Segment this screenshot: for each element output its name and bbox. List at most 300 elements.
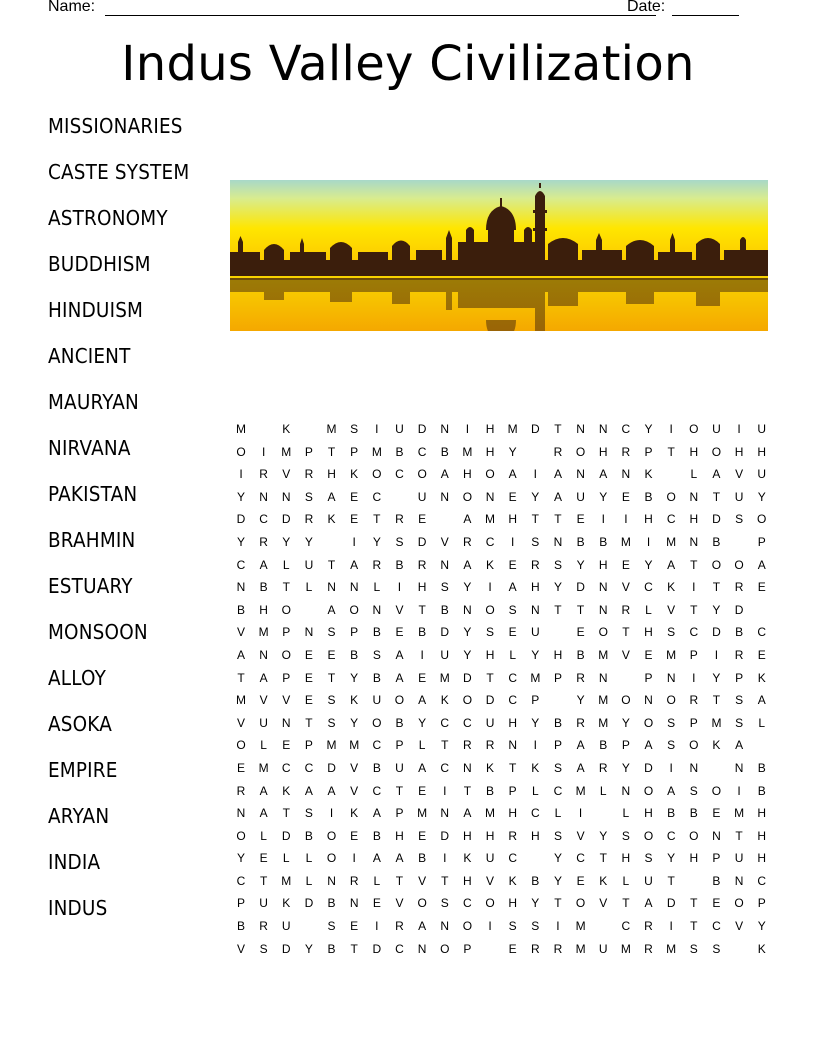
grid-letter[interactable]: Y [599, 828, 608, 843]
grid-letter[interactable]: S [553, 557, 562, 572]
grid-letter[interactable]: V [350, 760, 359, 775]
grid-letter[interactable]: B [599, 738, 608, 753]
grid-letter[interactable]: O [349, 602, 359, 617]
grid-letter[interactable]: T [282, 580, 290, 595]
grid-letter[interactable]: A [259, 806, 268, 821]
grid-letter[interactable]: H [644, 806, 653, 821]
grid-letter[interactable]: P [350, 444, 359, 459]
grid-letter[interactable]: B [304, 828, 313, 843]
grid-letter[interactable]: Y [712, 670, 721, 685]
grid-letter[interactable]: L [373, 873, 381, 888]
grid-letter[interactable]: O [281, 602, 291, 617]
grid-letter[interactable]: I [375, 422, 379, 436]
grid-letter[interactable]: L [305, 873, 313, 888]
grid-letter[interactable]: M [734, 806, 745, 821]
grid-letter[interactable]: O [417, 467, 427, 482]
grid-letter[interactable]: H [689, 444, 699, 459]
grid-letter[interactable]: K [350, 693, 359, 708]
grid-letter[interactable]: I [261, 444, 266, 459]
grid-letter[interactable]: I [556, 919, 560, 934]
grid-letter[interactable]: P [282, 625, 291, 640]
grid-letter[interactable]: S [327, 693, 336, 708]
grid-letter[interactable]: E [576, 625, 585, 640]
grid-letter[interactable]: K [282, 896, 291, 911]
grid-letter[interactable]: D [236, 512, 246, 527]
grid-letter[interactable]: D [485, 693, 495, 708]
grid-letter[interactable]: T [305, 715, 313, 730]
grid-letter[interactable]: B [576, 647, 585, 662]
grid-letter[interactable]: U [757, 467, 767, 482]
grid-letter[interactable]: R [689, 693, 699, 708]
grid-letter[interactable]: A [553, 467, 562, 482]
grid-letter[interactable]: A [327, 783, 336, 798]
grid-letter[interactable]: N [689, 489, 699, 504]
grid-letter[interactable]: I [420, 647, 424, 662]
grid-letter[interactable]: C [259, 512, 268, 527]
grid-letter[interactable]: S [350, 422, 359, 436]
grid-letter[interactable]: I [669, 422, 673, 436]
grid-letter[interactable]: T [486, 670, 494, 685]
grid-letter[interactable]: H [463, 467, 472, 482]
grid-letter[interactable]: U [417, 489, 427, 504]
grid-letter[interactable]: V [395, 896, 404, 911]
grid-letter[interactable]: R [485, 738, 495, 753]
grid-letter[interactable]: N [666, 670, 676, 685]
grid-letter[interactable]: N [236, 806, 246, 821]
grid-letter[interactable]: N [598, 670, 608, 685]
grid-letter[interactable]: H [530, 828, 540, 843]
grid-letter[interactable]: V [576, 828, 585, 843]
grid-letter[interactable]: E [304, 647, 313, 662]
grid-letter[interactable]: T [667, 444, 675, 459]
grid-letter[interactable]: E [304, 670, 313, 685]
grid-letter[interactable]: A [418, 693, 427, 708]
grid-letter[interactable]: N [576, 422, 585, 436]
grid-letter[interactable]: E [395, 625, 404, 640]
grid-letter[interactable]: D [372, 941, 382, 956]
grid-letter[interactable]: Y [236, 534, 245, 549]
grid-letter[interactable]: D [463, 670, 472, 685]
grid-letter[interactable]: H [553, 647, 563, 662]
grid-letter[interactable]: B [418, 851, 427, 866]
grid-letter[interactable]: N [417, 941, 427, 956]
grid-letter[interactable]: M [711, 715, 722, 730]
grid-letter[interactable]: C [757, 873, 767, 888]
grid-letter[interactable]: A [372, 806, 381, 821]
grid-letter[interactable]: O [440, 941, 450, 956]
grid-letter[interactable]: C [621, 422, 631, 436]
grid-letter[interactable]: A [418, 919, 427, 934]
grid-letter[interactable]: I [646, 534, 651, 549]
grid-letter[interactable]: O [666, 489, 676, 504]
grid-letter[interactable]: O [236, 444, 246, 459]
grid-letter[interactable]: N [327, 580, 336, 595]
grid-letter[interactable]: M [620, 534, 631, 549]
grid-letter[interactable]: U [259, 715, 268, 730]
grid-letter[interactable]: A [508, 467, 517, 482]
grid-letter[interactable]: A [735, 738, 744, 753]
grid-letter[interactable]: U [644, 873, 653, 888]
grid-letter[interactable]: N [644, 693, 653, 708]
grid-letter[interactable]: B [327, 896, 336, 911]
grid-letter[interactable]: R [259, 919, 268, 934]
grid-letter[interactable]: R [349, 873, 359, 888]
grid-letter[interactable]: S [372, 647, 381, 662]
grid-letter[interactable]: T [441, 873, 449, 888]
grid-letter[interactable]: H [734, 444, 744, 459]
grid-letter[interactable]: E [418, 670, 427, 685]
grid-letter[interactable]: T [282, 806, 290, 821]
grid-letter[interactable]: K [327, 512, 336, 527]
grid-letter[interactable]: I [692, 580, 696, 595]
grid-letter[interactable]: M [666, 647, 677, 662]
grid-letter[interactable]: S [667, 715, 676, 730]
grid-letter[interactable]: H [598, 444, 608, 459]
grid-letter[interactable]: M [485, 806, 496, 821]
grid-letter[interactable]: T [576, 602, 585, 617]
grid-letter[interactable]: P [236, 896, 245, 911]
grid-letter[interactable]: Y [304, 941, 313, 956]
grid-letter[interactable]: R [304, 467, 314, 482]
grid-letter[interactable]: B [757, 783, 766, 798]
grid-letter[interactable]: V [282, 693, 291, 708]
grid-letter[interactable]: R [417, 557, 427, 572]
grid-letter[interactable]: U [576, 489, 585, 504]
grid-letter[interactable]: U [372, 693, 382, 708]
grid-letter[interactable]: I [578, 806, 583, 821]
grid-letter[interactable]: L [690, 467, 698, 482]
grid-letter[interactable]: O [485, 896, 495, 911]
grid-letter[interactable]: H [598, 557, 608, 572]
grid-letter[interactable]: N [236, 580, 246, 595]
grid-letter[interactable]: C [689, 625, 699, 640]
grid-letter[interactable]: N [372, 602, 382, 617]
grid-letter[interactable]: Y [463, 625, 472, 640]
grid-letter[interactable]: L [282, 557, 290, 572]
grid-letter[interactable]: B [576, 534, 585, 549]
grid-letter[interactable]: C [236, 873, 246, 888]
grid-letter[interactable]: N [327, 873, 336, 888]
grid-letter[interactable]: O [485, 467, 495, 482]
grid-letter[interactable]: B [372, 670, 381, 685]
grid-letter[interactable]: T [554, 602, 562, 617]
grid-letter[interactable]: V [621, 647, 630, 662]
grid-letter[interactable]: A [418, 760, 427, 775]
grid-letter[interactable]: C [395, 467, 404, 482]
grid-letter[interactable]: C [417, 444, 427, 459]
grid-letter[interactable]: O [372, 467, 382, 482]
grid-letter[interactable]: B [372, 828, 381, 843]
grid-letter[interactable]: O [281, 647, 291, 662]
grid-letter[interactable]: T [509, 760, 517, 775]
grid-letter[interactable]: A [395, 670, 404, 685]
grid-letter[interactable]: H [485, 828, 495, 843]
grid-letter[interactable]: D [304, 896, 314, 911]
grid-letter[interactable]: R [395, 512, 404, 527]
grid-letter[interactable]: T [712, 580, 721, 595]
grid-letter[interactable]: H [508, 512, 517, 527]
grid-letter[interactable]: O [734, 557, 744, 572]
grid-letter[interactable]: M [236, 422, 246, 436]
grid-letter[interactable]: I [669, 760, 673, 775]
grid-letter[interactable]: R [508, 828, 517, 843]
grid-letter[interactable]: P [304, 444, 313, 459]
grid-letter[interactable]: C [372, 738, 382, 753]
grid-letter[interactable]: E [236, 760, 245, 775]
grid-letter[interactable]: T [531, 512, 539, 527]
grid-letter[interactable]: M [666, 534, 677, 549]
grid-letter[interactable]: T [735, 828, 743, 843]
grid-letter[interactable]: C [666, 512, 676, 527]
grid-letter[interactable]: A [463, 512, 472, 527]
grid-letter[interactable]: N [281, 715, 291, 730]
grid-letter[interactable]: C [621, 919, 631, 934]
grid-letter[interactable]: U [712, 422, 721, 436]
grid-letter[interactable]: V [236, 941, 245, 956]
grid-letter[interactable]: V [599, 896, 608, 911]
grid-letter[interactable]: S [689, 941, 698, 956]
grid-letter[interactable]: Y [621, 715, 630, 730]
grid-letter[interactable]: O [711, 557, 722, 572]
grid-letter[interactable]: E [508, 625, 517, 640]
grid-letter[interactable]: K [531, 760, 540, 775]
grid-letter[interactable]: N [689, 760, 699, 775]
grid-letter[interactable]: S [395, 534, 404, 549]
grid-letter[interactable]: I [511, 534, 515, 549]
grid-letter[interactable]: Y [667, 851, 676, 866]
grid-letter[interactable]: E [350, 828, 359, 843]
grid-letter[interactable]: M [281, 873, 292, 888]
grid-letter[interactable]: E [712, 806, 721, 821]
grid-letter[interactable]: O [462, 489, 473, 504]
grid-letter[interactable]: N [734, 760, 744, 775]
grid-letter[interactable]: A [372, 851, 381, 866]
grid-letter[interactable]: E [576, 873, 585, 888]
grid-letter[interactable]: U [395, 760, 404, 775]
grid-letter[interactable]: C [395, 941, 404, 956]
grid-letter[interactable]: Y [508, 444, 517, 459]
grid-letter[interactable]: E [327, 647, 336, 662]
grid-letter[interactable]: A [440, 467, 449, 482]
grid-letter[interactable]: O [643, 715, 654, 730]
grid-letter[interactable]: U [530, 625, 540, 640]
grid-letter[interactable]: R [576, 670, 585, 685]
grid-letter[interactable]: V [621, 580, 630, 595]
grid-letter[interactable]: O [689, 738, 699, 753]
grid-letter[interactable]: T [237, 670, 245, 685]
grid-letter[interactable]: A [757, 693, 766, 708]
grid-letter[interactable]: M [575, 941, 586, 956]
grid-letter[interactable]: S [304, 806, 313, 821]
grid-letter[interactable]: N [508, 738, 517, 753]
grid-letter[interactable]: A [327, 489, 336, 504]
grid-letter[interactable]: N [440, 489, 450, 504]
grid-letter[interactable]: U [757, 422, 767, 436]
grid-letter[interactable]: M [349, 738, 360, 753]
grid-letter[interactable]: V [282, 467, 291, 482]
grid-letter[interactable]: E [350, 919, 359, 934]
grid-letter[interactable]: T [690, 557, 698, 572]
grid-letter[interactable]: K [282, 783, 291, 798]
grid-letter[interactable]: T [599, 851, 607, 866]
grid-letter[interactable]: I [669, 919, 673, 934]
grid-letter[interactable]: Y [236, 489, 245, 504]
grid-letter[interactable]: H [508, 896, 517, 911]
grid-letter[interactable]: N [440, 806, 450, 821]
grid-letter[interactable]: T [690, 896, 698, 911]
grid-letter[interactable]: T [622, 896, 630, 911]
grid-letter[interactable]: O [621, 693, 631, 708]
grid-letter[interactable]: D [666, 896, 676, 911]
grid-letter[interactable]: H [395, 828, 404, 843]
grid-letter[interactable]: S [735, 715, 744, 730]
grid-letter[interactable]: S [304, 489, 313, 504]
grid-letter[interactable]: B [327, 941, 336, 956]
grid-letter[interactable]: S [553, 760, 562, 775]
grid-letter[interactable]: N [734, 873, 744, 888]
grid-letter[interactable]: H [485, 647, 495, 662]
grid-letter[interactable]: S [327, 715, 336, 730]
grid-letter[interactable]: I [443, 783, 447, 798]
grid-letter[interactable]: C [236, 557, 246, 572]
grid-letter[interactable]: P [621, 738, 630, 753]
grid-letter[interactable]: U [598, 941, 608, 956]
grid-letter[interactable]: E [418, 512, 427, 527]
grid-letter[interactable]: C [757, 625, 767, 640]
grid-letter[interactable]: U [485, 715, 495, 730]
grid-letter[interactable]: Y [531, 715, 540, 730]
grid-letter[interactable]: M [598, 715, 609, 730]
grid-letter[interactable]: Y [599, 489, 608, 504]
grid-letter[interactable]: N [689, 534, 699, 549]
grid-letter[interactable]: T [395, 783, 404, 798]
grid-letter[interactable]: T [327, 670, 336, 685]
grid-letter[interactable]: H [530, 580, 540, 595]
grid-letter[interactable]: E [757, 647, 766, 662]
grid-letter[interactable]: E [757, 580, 766, 595]
grid-letter[interactable]: B [440, 602, 449, 617]
grid-letter[interactable]: S [508, 602, 517, 617]
grid-letter[interactable]: C [508, 851, 517, 866]
grid-letter[interactable]: I [601, 512, 605, 527]
grid-letter[interactable]: O [666, 693, 676, 708]
grid-letter[interactable]: I [737, 783, 741, 798]
grid-letter[interactable]: N [259, 647, 268, 662]
grid-letter[interactable]: D [281, 512, 291, 527]
grid-letter[interactable]: A [644, 896, 653, 911]
grid-letter[interactable]: B [486, 783, 495, 798]
grid-letter[interactable]: B [599, 534, 608, 549]
grid-letter[interactable]: B [259, 580, 268, 595]
grid-letter[interactable]: T [463, 783, 472, 798]
grid-letter[interactable]: U [259, 896, 268, 911]
grid-letter[interactable]: N [553, 534, 563, 549]
grid-letter[interactable]: Y [553, 580, 562, 595]
grid-letter[interactable]: E [350, 489, 359, 504]
grid-letter[interactable]: M [530, 670, 541, 685]
grid-letter[interactable]: S [259, 941, 268, 956]
grid-letter[interactable]: D [712, 625, 721, 640]
grid-letter[interactable]: O [598, 625, 608, 640]
grid-letter[interactable]: I [375, 919, 379, 934]
grid-letter[interactable]: V [735, 919, 744, 934]
grid-letter[interactable]: C [372, 783, 382, 798]
grid-letter[interactable]: O [734, 896, 744, 911]
grid-letter[interactable]: D [734, 602, 744, 617]
grid-letter[interactable]: Y [236, 851, 245, 866]
grid-letter[interactable]: Y [531, 647, 540, 662]
grid-letter[interactable]: B [236, 602, 245, 617]
grid-letter[interactable]: H [644, 625, 653, 640]
grid-letter[interactable]: M [620, 941, 631, 956]
grid-letter[interactable]: S [486, 625, 495, 640]
grid-letter[interactable]: P [735, 670, 744, 685]
grid-letter[interactable]: A [644, 738, 653, 753]
grid-letter[interactable]: V [418, 873, 427, 888]
grid-letter[interactable]: C [530, 806, 540, 821]
grid-letter[interactable]: T [690, 602, 698, 617]
grid-letter[interactable]: O [462, 919, 473, 934]
grid-letter[interactable]: L [599, 783, 607, 798]
grid-letter[interactable]: U [281, 919, 291, 934]
date-blank-line[interactable] [672, 15, 739, 16]
grid-letter[interactable]: V [236, 715, 245, 730]
grid-letter[interactable]: O [643, 783, 654, 798]
grid-letter[interactable]: R [236, 783, 246, 798]
grid-letter[interactable]: O [372, 715, 382, 730]
grid-letter[interactable]: K [486, 760, 495, 775]
grid-letter[interactable]: T [259, 873, 268, 888]
grid-letter[interactable]: B [418, 625, 427, 640]
grid-letter[interactable]: O [326, 851, 337, 866]
grid-letter[interactable]: B [395, 715, 404, 730]
grid-letter[interactable]: L [509, 647, 517, 662]
grid-letter[interactable]: A [395, 851, 404, 866]
grid-letter[interactable]: C [644, 580, 653, 595]
grid-letter[interactable]: E [508, 489, 517, 504]
grid-letter[interactable]: R [259, 467, 268, 482]
grid-letter[interactable]: O [711, 444, 722, 459]
grid-letter[interactable]: N [463, 602, 472, 617]
grid-letter[interactable]: K [350, 806, 359, 821]
grid-letter[interactable]: T [327, 557, 336, 572]
grid-letter[interactable]: R [553, 941, 563, 956]
grid-letter[interactable]: N [349, 896, 359, 911]
grid-letter[interactable]: C [508, 693, 517, 708]
grid-letter[interactable]: N [598, 422, 608, 436]
grid-letter[interactable]: I [624, 512, 628, 527]
grid-letter[interactable]: T [327, 444, 336, 459]
grid-letter[interactable]: U [395, 422, 404, 436]
grid-letter[interactable]: V [259, 693, 268, 708]
grid-letter[interactable]: I [533, 467, 537, 482]
grid-letter[interactable]: A [576, 738, 585, 753]
grid-letter[interactable]: H [327, 467, 336, 482]
grid-letter[interactable]: H [757, 828, 767, 843]
name-blank-line[interactable] [105, 15, 656, 16]
grid-letter[interactable]: A [508, 580, 517, 595]
grid-letter[interactable]: L [305, 580, 313, 595]
grid-letter[interactable]: E [508, 557, 517, 572]
grid-letter[interactable]: L [622, 806, 630, 821]
grid-letter[interactable]: R [598, 760, 608, 775]
grid-letter[interactable]: T [350, 941, 358, 956]
grid-letter[interactable]: L [373, 580, 381, 595]
grid-letter[interactable]: A [553, 489, 562, 504]
grid-letter[interactable]: H [689, 851, 699, 866]
grid-letter[interactable]: R [395, 919, 404, 934]
grid-letter[interactable]: R [644, 919, 653, 934]
